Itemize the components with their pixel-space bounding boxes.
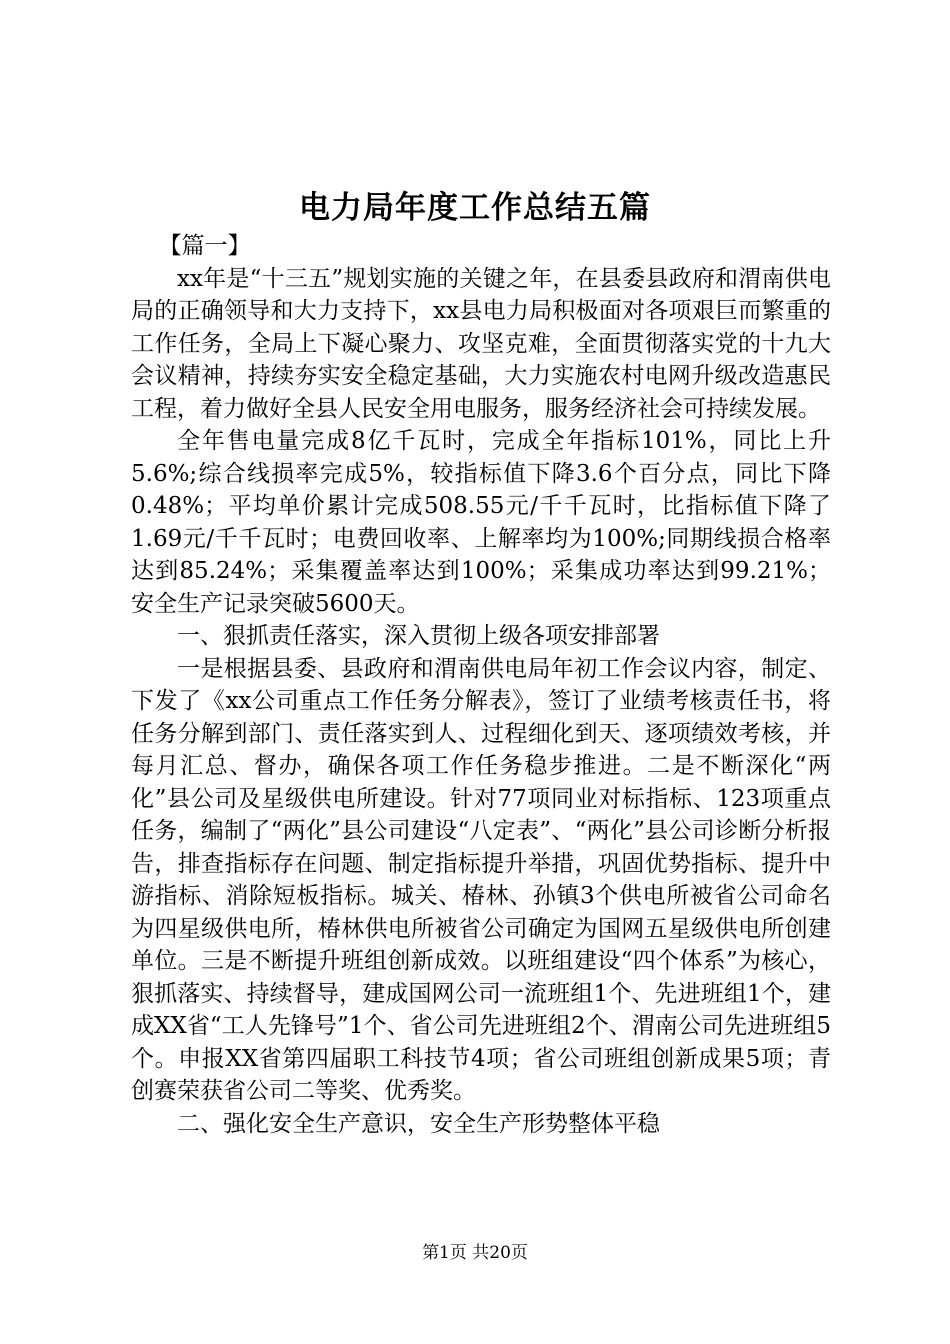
paragraph-responsibility: 一是根据县委、县政府和渭南供电局年初工作会议内容，制定、下发了《xx公司重点工作任务分解表》，签订了业绩考核责任书，将任务分解到部门、责任落实到人、过程细化到天、逐项绩效考核，并每月汇总、督办，确保各项工作任务稳步推进。二是不断深化“两化”县公司及星级供电所建设。针对77项同业对标指标、123项重点任务，编制了“两化”县公司建设“八定表”、“两化”县公司诊断分析报告，排查指标存在问题、制定指标提升举措，巩固优势指标、提升中游指标、消除短板指标。城关、椿林、孙镇3个供电所被省公司命名为四星级供电所，椿林供电所被省公司确定为国网五星级供电所创建单位。三是不断提升班组创新成效。以班组建设“四个体系”为核心，狠抓落实、持续督导，建成国网公司一流班组1个、先进班组1个，建成XX省“工人先锋号”1个、省公司先进班组2个、渭南公司先进班组5个。申报XX省第四届职工科技节4项；省公司班组创新成果5项；青创赛荣获省公司二等奖、优秀奖。 — [131, 655, 831, 1104]
document-body — [131, 230, 831, 1140]
document-title: 电力局年度工作总结五篇 — [299, 190, 651, 226]
paragraph-intro: xx年是“十三五”规划实施的关键之年，在县委县政府和渭南供电局的正确领导和大力支持下，xx县电力局积极面对各项艰巨而繁重的工作任务，全局上下凝心聚力、攻坚克难，全面贯彻落实党的十九大会议精神，持续夯实安全稳定基础，大力实施农村电网升级改造惠民工程，着力做好全县人民安全用电服务，服务经济社会可持续发展。 — [131, 265, 831, 422]
section-marker: 【篇一】 — [158, 233, 251, 259]
section-heading-2: 二、强化安全生产意识，安全生产形势整体平稳 — [177, 1110, 660, 1137]
section-heading-1: 一、狠抓责任落实，深入贯彻上级各项安排部署 — [177, 623, 660, 649]
page-footer: 第1页 共20页 — [422, 1243, 528, 1263]
paragraph-statistics: 全年售电量完成8亿千瓦时，完成全年指标101%，同比上升5.6%;综合线损率完成5%，较指标值下降3.6个百分点，同比下降0.48%；平均单价累计完成508.55元/千千瓦时，比指标值下降了1.69元/千千瓦时；电费回收率、上解率均为100%;同期线损合格率达到85.24%；采集覆盖率达到100%；采集成功率达到99.21%；安全生产记录突破5600天。 — [131, 428, 831, 617]
